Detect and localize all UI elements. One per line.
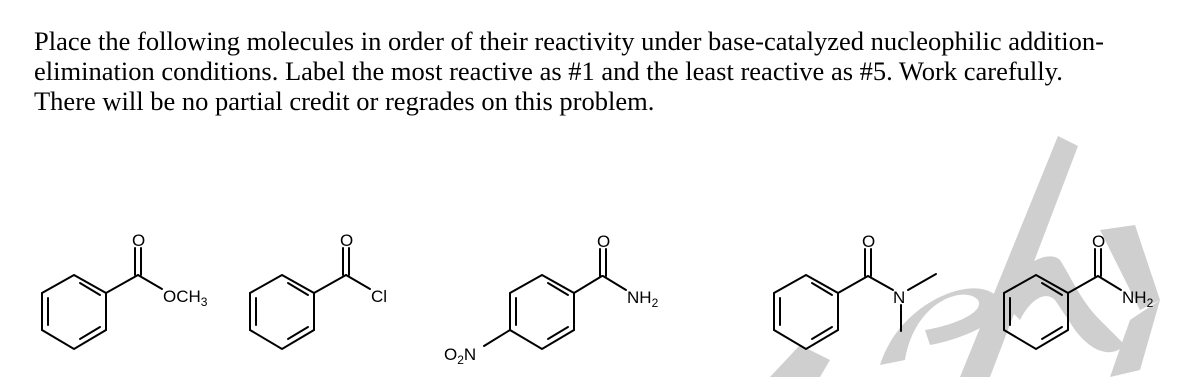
nitrogen-label: N bbox=[893, 288, 906, 307]
carbonyl-oxygen-label: O bbox=[862, 232, 876, 251]
methoxy-label: $OCH_3$ bbox=[163, 287, 208, 309]
molecule-benzoyl-chloride bbox=[250, 231, 387, 349]
molecule-nitrophenyl-acetamide bbox=[444, 232, 659, 367]
carbonyl-oxygen-label: O bbox=[597, 232, 611, 251]
question-line-3: There will be no partial credit or regrades on this problem. bbox=[34, 86, 655, 116]
carbonyl-oxygen-label: O bbox=[340, 231, 354, 250]
question-line-2: elimination conditions. Label the most reactive as #1 and the least reactive as #5. Work carefully. bbox=[34, 56, 1063, 86]
chloride-label: Cl bbox=[371, 287, 388, 306]
carbonyl-oxygen-label: O bbox=[1092, 232, 1106, 251]
nitro-label: $O_2N$ bbox=[444, 345, 477, 367]
carbonyl-oxygen-label: O bbox=[132, 231, 146, 250]
molecule-methyl-benzoate bbox=[42, 231, 208, 349]
question-line-1: Place the following molecules in order of their reactivity under base-catalyzed nucleophilic addition- bbox=[34, 26, 1104, 56]
amide-nh2-label: $NH_2$ bbox=[1122, 288, 1154, 310]
amide-nh2-label: $NH_2$ bbox=[627, 288, 659, 310]
